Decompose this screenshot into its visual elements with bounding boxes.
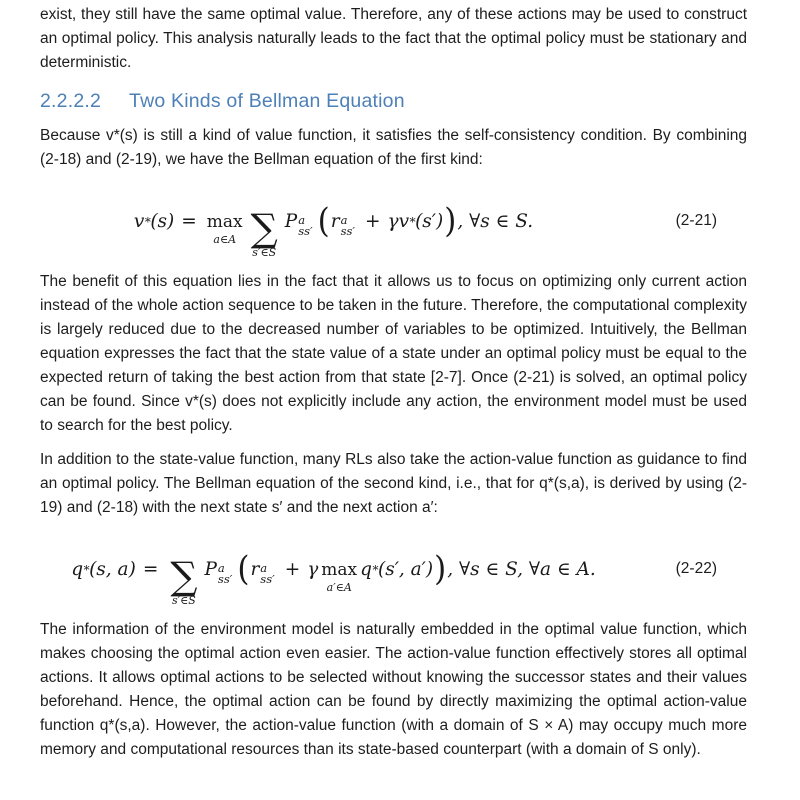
math-P-sup: a — [298, 212, 306, 227]
math-max-subscript: a′∈A — [326, 580, 352, 594]
math-max-operator — [206, 211, 243, 246]
math-right-paren: ) — [434, 549, 447, 588]
math-arg-sa: (s, a) — [89, 558, 136, 580]
math-P-supsub — [217, 560, 233, 586]
math-quantifier-tail: , ∀s ∈ S. — [457, 210, 534, 232]
paragraph-conclusion: The information of the environment model is naturally embedded in the optimal value function, which makes choosing the optimal action even easier. The action-value function effectively stores all optimal actions. It allows optimal actions to be selected without knowing the successor states and their values beforehand. Hence, the optimal action can be found by directly maximizing the optimal action-value function q*(s,a). However, the action-value function (with a domain of S × A) may occupy much more memory and computational resources than its state-based counterpart (with a domain of S only). — [40, 621, 747, 758]
equation-number: (2-21) — [675, 212, 717, 229]
math-P-sup: a — [217, 560, 225, 575]
math-var-q2: q — [360, 558, 372, 580]
math-max-subscript: a∈A — [213, 232, 237, 246]
math-gamma: γ — [307, 558, 319, 580]
equation-2-22-body — [71, 546, 596, 607]
section-title: Two Kinds of Bellman Equation — [129, 90, 405, 112]
sigma-icon: ∑ — [170, 553, 198, 598]
math-var-v: v — [133, 210, 145, 232]
math-arg-sprime-aprime: (s′, a′) — [377, 558, 434, 580]
equation-2-21 — [40, 182, 747, 260]
math-r-supsub — [340, 212, 356, 238]
math-arg-sprime: (s′) — [415, 210, 444, 232]
math-r-sup: a — [340, 212, 348, 227]
math-r-sup: a — [260, 560, 268, 575]
paragraph-continuation: exist, they still have the same optimal value. Therefore, any of these actions may be used to construct an optimal policy. This analysis naturally leads to the fact that the optimal policy must be stationary and deterministic. — [40, 6, 747, 71]
math-var-r: r — [250, 558, 260, 580]
math-sup-star: * — [83, 562, 90, 577]
math-max-operator — [321, 559, 358, 594]
math-arg-s: (s) — [150, 210, 175, 232]
math-sup-star: * — [144, 214, 151, 229]
math-left-paren: ( — [317, 201, 330, 240]
math-sup-star: * — [372, 562, 379, 577]
math-plus: + — [284, 558, 301, 580]
math-P-sub: ss′ — [298, 223, 313, 238]
math-sum-operator — [170, 553, 198, 607]
math-max: max — [321, 559, 358, 580]
equation-number: (2-22) — [675, 560, 717, 577]
math-plus: + — [365, 210, 381, 232]
paragraph-second-kind: In addition to the state-value function, many RLs also take the action-value function as guidance to find an optimal policy. The Bellman equation of the second kind, i.e., that for q*(s,a), is derived by using (2-19) and (2-18) with the next state s′ and the next action a′: — [40, 451, 747, 516]
math-sum-subscript: s′∈S — [171, 593, 196, 607]
math-right-paren: ) — [444, 201, 457, 240]
math-quantifier-tail: , ∀s ∈ S, ∀a ∈ A. — [447, 558, 596, 580]
math-equals: = — [181, 210, 197, 232]
math-P-supsub — [298, 212, 313, 238]
equation-2-21-body — [133, 198, 534, 259]
math-sup-star: * — [409, 214, 416, 229]
math-P-sub: ss′ — [217, 571, 233, 586]
paragraph-benefit: The benefit of this equation lies in the fact that it allows us to focus on optimizing only current action instead of the whole action sequence to be taken in the future. Therefore, the computational complexity is largely reduced due to the decreased number of variables to be optimized. Intuitively, the Bellman equation expresses the fact that the state value of a state under an optimal policy must be equal to the expected return of taking the best action from that state [2-7]. Once (2-21) is solved, an optimal policy can be found. Since v*(s) does not explicitly include any action, the environment model must be used to search for the best policy. — [40, 273, 747, 434]
paragraph-intro-first-kind: Because v*(s) is still a kind of value function, it satisfies the self-consistency condition. By combining (2-18) and (2-19), we have the Bellman equation of the first kind: — [40, 127, 747, 168]
math-sum-subscript: s′∈S — [252, 245, 277, 259]
section-number: 2.2.2.2 — [40, 90, 102, 112]
math-var-r: r — [330, 210, 340, 232]
equation-2-22 — [40, 530, 747, 608]
math-left-paren: ( — [237, 549, 250, 588]
math-r-sub: ss′ — [260, 571, 275, 586]
math-gamma-v: γv — [387, 210, 410, 232]
math-sum-operator — [250, 205, 278, 259]
math-var-q: q — [71, 558, 84, 580]
math-r-sub: ss′ — [340, 223, 356, 238]
math-var-P: P — [284, 210, 298, 232]
sigma-icon: ∑ — [250, 205, 278, 250]
math-r-supsub — [260, 560, 275, 586]
section-heading — [40, 90, 747, 113]
math-var-P: P — [204, 558, 217, 580]
math-equals: = — [142, 558, 159, 580]
math-max: max — [206, 211, 243, 232]
